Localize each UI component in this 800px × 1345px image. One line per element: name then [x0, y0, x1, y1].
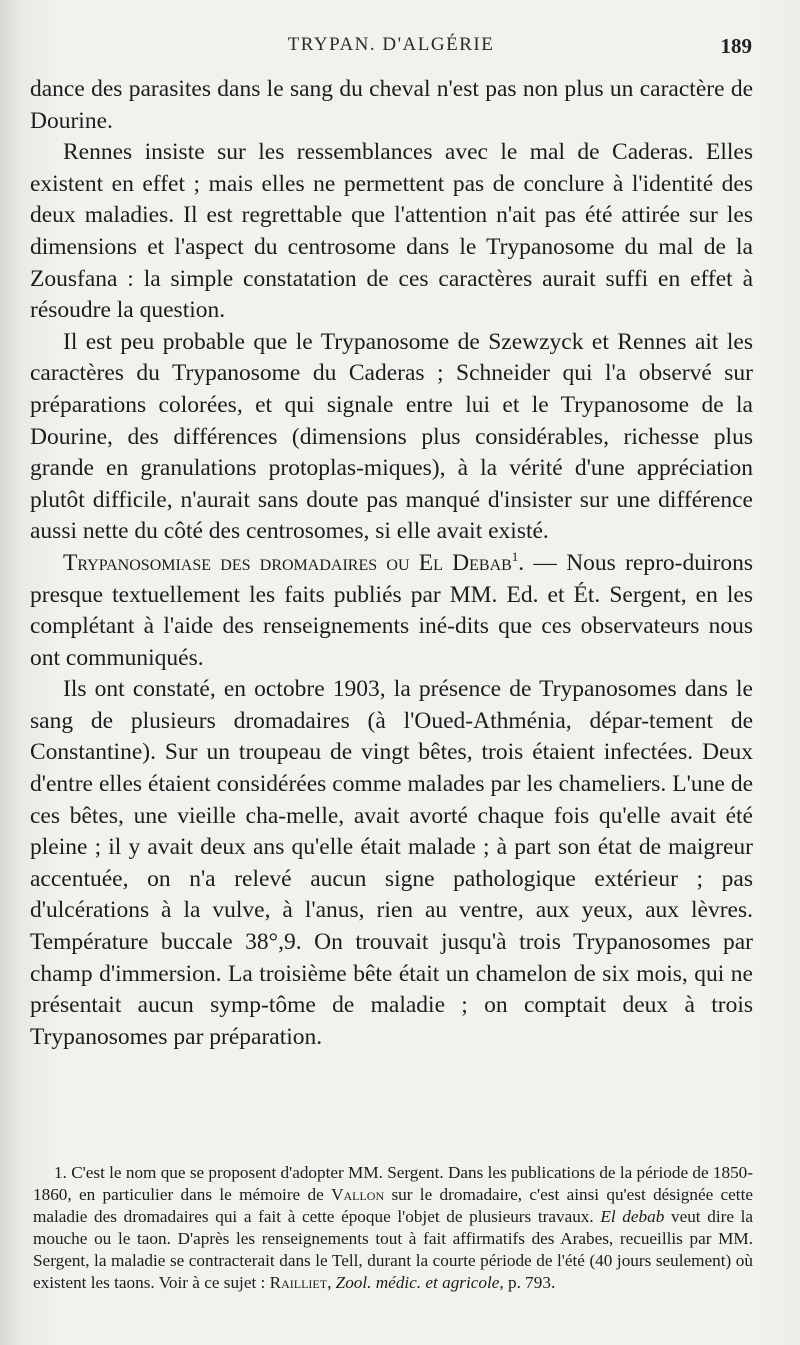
section-heading: Trypanosomiase des dromadaires ou El Debab	[63, 549, 512, 576]
paragraph-rennes: Rennes insiste sur les ressemblances avec le mal de Caderas. Elles existent en effet ; mais elles ne permettent pas de conclure à l'identité des deux maladies. Il est regrettable que l'attention n'ait pas été attirée sur les dimensions et l'aspect du centrosome dans le Trypanosome du mal de la Zousfana : la simple constatation de ces caractères aurait suffi en effet à résoudre la question.	[30, 139, 753, 324]
footnote-text-4: ,	[327, 1273, 336, 1292]
body-text	[30, 74, 753, 1053]
footnote-text-1: 1. C'est le nom que se proposent d'adopter MM. Sergent. Dans les publications de la période de 1850-1860, en particulier dans le mémoire de	[33, 1163, 753, 1204]
running-head: TRYPAN. D'ALGÉRIE	[287, 34, 495, 55]
footnote-text-3: veut dire la mouche ou le taon. D'après les renseignements tout à fait affirmatifs des Arabes, recueillis par MM. Sergent, la maladie se contracterait dans le Tell, durant la courte période de l'été (40 jours seulement) où existent les taons. Voir à ce sujet :	[33, 1207, 754, 1292]
footnote-text-5: , p. 793.	[499, 1273, 556, 1292]
paragraph-continued: dance des parasites dans le sang du cheval n'est pas non plus un caractère de Dourine.	[30, 76, 753, 134]
footnote-1	[33, 1162, 753, 1294]
book-title-zool: Zool. médic. et agricole	[335, 1273, 500, 1292]
section-intro-text: . — Nous repro-duirons presque textuellement les faits publiés par MM. Ed. et Ét. Sergent, en les complétant à l'aide des renseignements iné-dits que ces observateurs nous ont communiqués.	[30, 549, 753, 671]
footnote-text-2: sur le dromadaire, c'est ainsi qu'est désignée cette maladie des dromadaires qui a fait à cette époque l'objet de plusieurs travaux.	[33, 1185, 753, 1226]
page-header	[30, 34, 752, 64]
paragraph-el-debab	[30, 548, 753, 674]
author-vallon: Vallon	[331, 1185, 385, 1204]
author-railliet: Railliet	[269, 1273, 328, 1292]
footnotes	[33, 1162, 753, 1294]
term-el-debab: El debab	[600, 1207, 665, 1226]
paragraph-observations: Ils ont constaté, en octobre 1903, la présence de Trypanosomes dans le sang de plusieurs dromadaires (à l'Oued-Athménia, dépar-tement de Constantine). Sur un troupeau de vingt bêtes, trois étaient infectées. Deux d'entre elles étaient considérées comme malades par les chameliers. L'une de ces bêtes, une vieille cha-melle, avait avorté chaque fois qu'elle avait été pleine ; il y avait deux ans qu'elle était malade ; à part son état de maigreur accentuée, on n'a relevé aucun signe pathologique extérieur ; pas d'ulcérations à la vulve, à l'anus, rien au ventre, aux yeux, aux lèvres. Température buccale 38°,9. On trouvait jusqu'à trois Trypanosomes par champ d'immersion. La troisième bête était un chamelon de six mois, qui ne présentait aucun symp-tôme de maladie ; on comptait deux à trois Trypanosomes par préparation.	[30, 676, 753, 1050]
page-number: 189	[720, 34, 752, 58]
footnote-reference: 1	[511, 549, 519, 565]
paragraph-szewzyck: Il est peu probable que le Trypanosome de Szewzyck et Rennes ait les caractères du Trypanosome du Caderas ; Schneider qui l'a observé sur préparations colorées, et qui signale entre lui et le Trypanosome de la Dourine, des différences (dimensions plus considérables, richesse plus grande en granulations protoplas-miques), à la vérité d'une appréciation plutôt difficile, n'aurait sans doute pas manqué d'insister sur une différence aussi nette du côté des centrosomes, si elle avait existé.	[30, 328, 753, 545]
